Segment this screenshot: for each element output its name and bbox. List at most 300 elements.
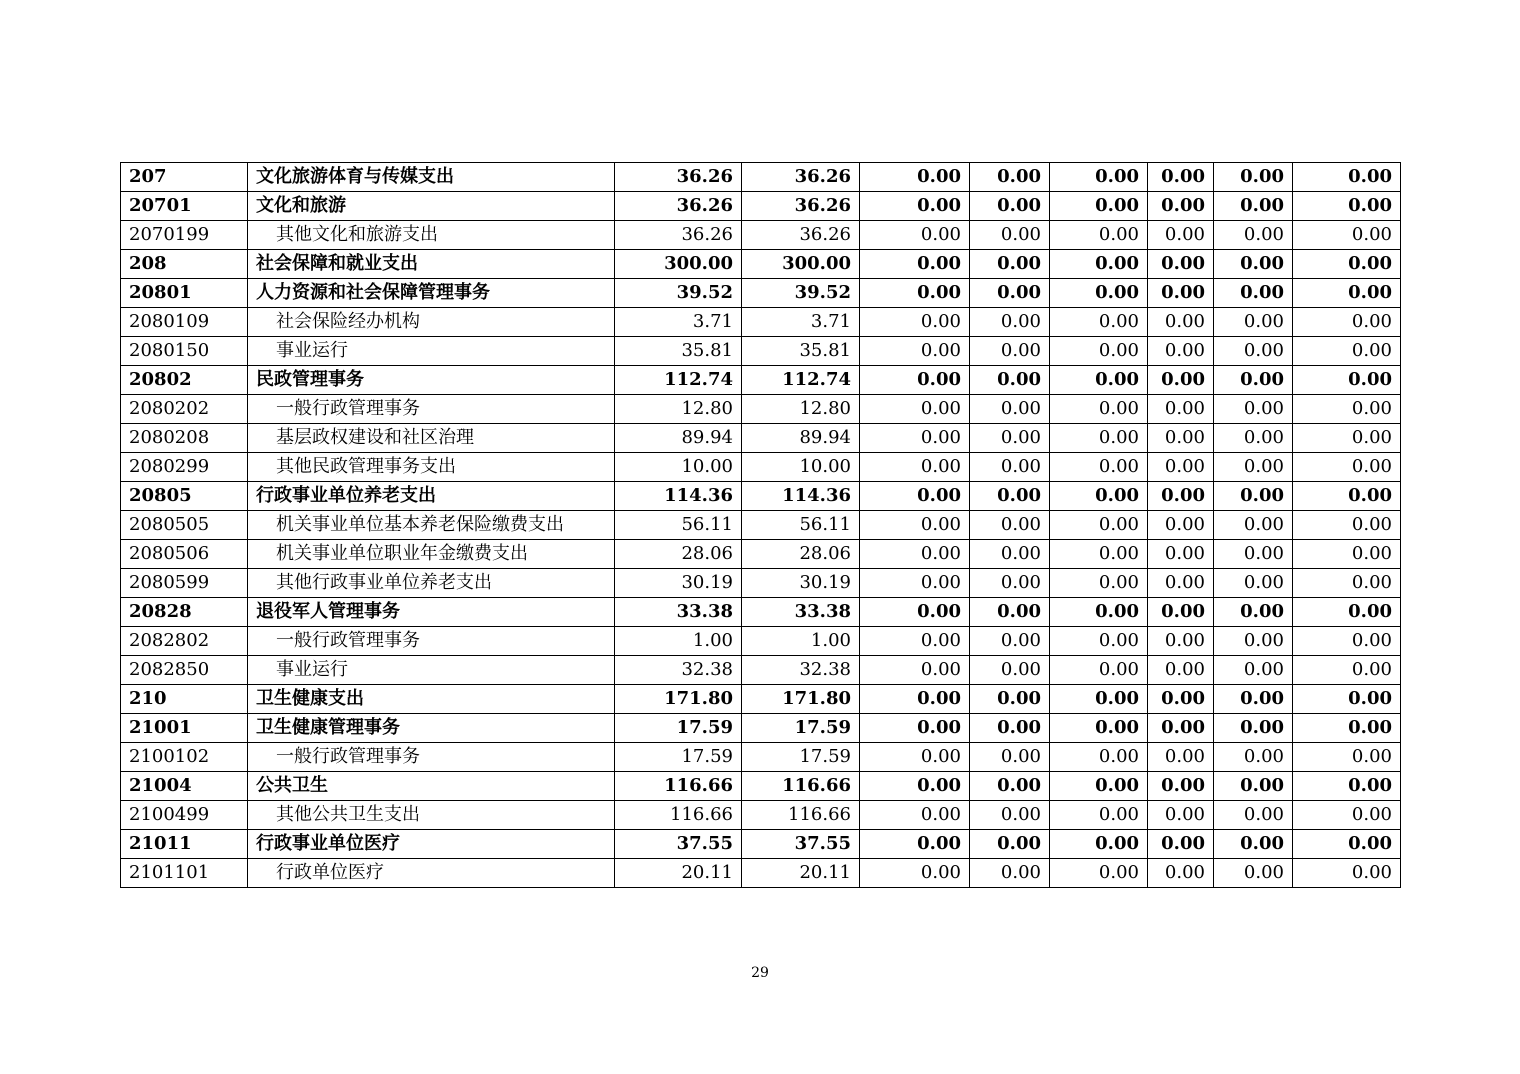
amount-cell-1: 36.26	[615, 221, 742, 250]
amount-cell-1: 300.00	[615, 250, 742, 279]
amount-cell-7: 0.00	[1214, 627, 1293, 656]
function-code-cell: 2080109	[121, 308, 248, 337]
function-name-cell	[248, 308, 615, 337]
amount-cell-8: 0.00	[1293, 685, 1401, 714]
amount-cell-6: 0.00	[1148, 395, 1214, 424]
function-code-cell: 2100499	[121, 801, 248, 830]
budget-table	[120, 162, 1401, 888]
function-code-cell: 2100102	[121, 743, 248, 772]
amount-cell-4: 0.00	[970, 627, 1050, 656]
amount-cell-7: 0.00	[1214, 685, 1293, 714]
amount-cell-6: 0.00	[1148, 192, 1214, 221]
function-name-text: 其他行政事业单位养老支出	[276, 572, 492, 593]
amount-cell-1: 56.11	[615, 511, 742, 540]
amount-cell-8: 0.00	[1293, 424, 1401, 453]
function-name-cell	[248, 859, 615, 888]
function-code-cell: 208	[121, 250, 248, 279]
table-row	[121, 163, 1401, 192]
amount-cell-4: 0.00	[970, 453, 1050, 482]
amount-cell-5: 0.00	[1050, 627, 1148, 656]
amount-cell-8: 0.00	[1293, 453, 1401, 482]
amount-cell-4: 0.00	[970, 801, 1050, 830]
function-name-cell	[248, 192, 615, 221]
amount-cell-6: 0.00	[1148, 830, 1214, 859]
amount-cell-7: 0.00	[1214, 656, 1293, 685]
table-row	[121, 598, 1401, 627]
amount-cell-1: 12.80	[615, 395, 742, 424]
amount-cell-5: 0.00	[1050, 453, 1148, 482]
amount-cell-1: 30.19	[615, 569, 742, 598]
function-name-text: 事业运行	[276, 340, 348, 361]
amount-cell-3: 0.00	[860, 830, 970, 859]
table-row	[121, 859, 1401, 888]
amount-cell-4: 0.00	[970, 859, 1050, 888]
amount-cell-5: 0.00	[1050, 569, 1148, 598]
amount-cell-6: 0.00	[1148, 743, 1214, 772]
function-name-cell	[248, 830, 615, 859]
amount-cell-6: 0.00	[1148, 221, 1214, 250]
table-row	[121, 772, 1401, 801]
amount-cell-1: 32.38	[615, 656, 742, 685]
amount-cell-5: 0.00	[1050, 424, 1148, 453]
table-row	[121, 250, 1401, 279]
amount-cell-1: 171.80	[615, 685, 742, 714]
amount-cell-4: 0.00	[970, 685, 1050, 714]
amount-cell-7: 0.00	[1214, 830, 1293, 859]
amount-cell-5: 0.00	[1050, 250, 1148, 279]
function-code-cell: 20828	[121, 598, 248, 627]
function-name-text: 其他文化和旅游支出	[276, 224, 438, 245]
function-name-cell	[248, 250, 615, 279]
amount-cell-3: 0.00	[860, 424, 970, 453]
amount-cell-4: 0.00	[970, 192, 1050, 221]
amount-cell-5: 0.00	[1050, 598, 1148, 627]
amount-cell-6: 0.00	[1148, 569, 1214, 598]
amount-cell-6: 0.00	[1148, 627, 1214, 656]
amount-cell-3: 0.00	[860, 743, 970, 772]
function-code-cell: 2080506	[121, 540, 248, 569]
amount-cell-2: 112.74	[742, 366, 860, 395]
function-name-cell	[248, 453, 615, 482]
function-name-text: 事业运行	[276, 659, 348, 680]
amount-cell-6: 0.00	[1148, 453, 1214, 482]
table-row	[121, 279, 1401, 308]
function-name-text: 其他公共卫生支出	[276, 804, 420, 825]
amount-cell-5: 0.00	[1050, 192, 1148, 221]
amount-cell-7: 0.00	[1214, 453, 1293, 482]
amount-cell-4: 0.00	[970, 656, 1050, 685]
amount-cell-5: 0.00	[1050, 279, 1148, 308]
amount-cell-6: 0.00	[1148, 772, 1214, 801]
amount-cell-7: 0.00	[1214, 221, 1293, 250]
amount-cell-8: 0.00	[1293, 830, 1401, 859]
function-code-cell: 2082850	[121, 656, 248, 685]
amount-cell-2: 116.66	[742, 772, 860, 801]
function-name-text: 基层政权建设和社区治理	[276, 427, 474, 448]
page-number: 29	[751, 965, 769, 981]
amount-cell-3: 0.00	[860, 714, 970, 743]
amount-cell-5: 0.00	[1050, 308, 1148, 337]
amount-cell-8: 0.00	[1293, 250, 1401, 279]
amount-cell-2: 35.81	[742, 337, 860, 366]
amount-cell-1: 35.81	[615, 337, 742, 366]
table-row	[121, 308, 1401, 337]
amount-cell-5: 0.00	[1050, 337, 1148, 366]
table-row	[121, 221, 1401, 250]
amount-cell-1: 114.36	[615, 482, 742, 511]
amount-cell-5: 0.00	[1050, 656, 1148, 685]
amount-cell-1: 17.59	[615, 743, 742, 772]
table-body	[121, 163, 1401, 888]
amount-cell-2: 171.80	[742, 685, 860, 714]
function-name-text: 公共卫生	[256, 775, 328, 796]
amount-cell-6: 0.00	[1148, 337, 1214, 366]
amount-cell-1: 33.38	[615, 598, 742, 627]
amount-cell-3: 0.00	[860, 453, 970, 482]
amount-cell-8: 0.00	[1293, 192, 1401, 221]
function-name-text: 文化旅游体育与传媒支出	[256, 166, 454, 187]
table-row	[121, 714, 1401, 743]
amount-cell-7: 0.00	[1214, 569, 1293, 598]
amount-cell-4: 0.00	[970, 598, 1050, 627]
amount-cell-2: 17.59	[742, 714, 860, 743]
function-name-text: 文化和旅游	[256, 195, 346, 216]
amount-cell-7: 0.00	[1214, 424, 1293, 453]
amount-cell-5: 0.00	[1050, 743, 1148, 772]
function-name-cell	[248, 424, 615, 453]
function-name-text: 机关事业单位基本养老保险缴费支出	[276, 514, 564, 535]
function-code-cell: 2080599	[121, 569, 248, 598]
function-name-cell	[248, 569, 615, 598]
amount-cell-3: 0.00	[860, 540, 970, 569]
amount-cell-4: 0.00	[970, 424, 1050, 453]
table-row	[121, 453, 1401, 482]
amount-cell-2: 20.11	[742, 859, 860, 888]
amount-cell-8: 0.00	[1293, 801, 1401, 830]
amount-cell-6: 0.00	[1148, 424, 1214, 453]
function-code-cell: 2080299	[121, 453, 248, 482]
amount-cell-6: 0.00	[1148, 801, 1214, 830]
table-row	[121, 569, 1401, 598]
amount-cell-8: 0.00	[1293, 714, 1401, 743]
amount-cell-1: 28.06	[615, 540, 742, 569]
table-row	[121, 685, 1401, 714]
function-name-cell	[248, 772, 615, 801]
amount-cell-3: 0.00	[860, 250, 970, 279]
amount-cell-2: 17.59	[742, 743, 860, 772]
function-name-cell	[248, 163, 615, 192]
amount-cell-5: 0.00	[1050, 859, 1148, 888]
amount-cell-7: 0.00	[1214, 598, 1293, 627]
amount-cell-1: 36.26	[615, 163, 742, 192]
function-name-cell	[248, 743, 615, 772]
amount-cell-5: 0.00	[1050, 511, 1148, 540]
amount-cell-6: 0.00	[1148, 540, 1214, 569]
amount-cell-2: 36.26	[742, 192, 860, 221]
function-name-cell	[248, 221, 615, 250]
function-code-cell: 21001	[121, 714, 248, 743]
amount-cell-4: 0.00	[970, 511, 1050, 540]
function-name-cell	[248, 482, 615, 511]
table-row	[121, 511, 1401, 540]
amount-cell-4: 0.00	[970, 308, 1050, 337]
amount-cell-2: 12.80	[742, 395, 860, 424]
amount-cell-5: 0.00	[1050, 540, 1148, 569]
function-name-text: 人力资源和社会保障管理事务	[256, 282, 490, 303]
amount-cell-3: 0.00	[860, 366, 970, 395]
amount-cell-7: 0.00	[1214, 366, 1293, 395]
amount-cell-5: 0.00	[1050, 772, 1148, 801]
amount-cell-6: 0.00	[1148, 859, 1214, 888]
amount-cell-1: 112.74	[615, 366, 742, 395]
amount-cell-4: 0.00	[970, 830, 1050, 859]
table-row	[121, 830, 1401, 859]
amount-cell-3: 0.00	[860, 337, 970, 366]
amount-cell-4: 0.00	[970, 163, 1050, 192]
amount-cell-8: 0.00	[1293, 656, 1401, 685]
table-row	[121, 743, 1401, 772]
amount-cell-5: 0.00	[1050, 714, 1148, 743]
function-name-cell	[248, 337, 615, 366]
amount-cell-4: 0.00	[970, 279, 1050, 308]
amount-cell-3: 0.00	[860, 163, 970, 192]
function-code-cell: 2082802	[121, 627, 248, 656]
amount-cell-4: 0.00	[970, 743, 1050, 772]
amount-cell-7: 0.00	[1214, 714, 1293, 743]
table-row	[121, 424, 1401, 453]
function-name-cell	[248, 714, 615, 743]
amount-cell-4: 0.00	[970, 366, 1050, 395]
amount-cell-7: 0.00	[1214, 337, 1293, 366]
amount-cell-4: 0.00	[970, 221, 1050, 250]
amount-cell-5: 0.00	[1050, 395, 1148, 424]
table-row	[121, 366, 1401, 395]
amount-cell-6: 0.00	[1148, 482, 1214, 511]
amount-cell-7: 0.00	[1214, 540, 1293, 569]
function-code-cell: 2101101	[121, 859, 248, 888]
amount-cell-7: 0.00	[1214, 250, 1293, 279]
function-name-cell	[248, 598, 615, 627]
function-code-cell: 21004	[121, 772, 248, 801]
amount-cell-6: 0.00	[1148, 163, 1214, 192]
amount-cell-2: 10.00	[742, 453, 860, 482]
amount-cell-3: 0.00	[860, 395, 970, 424]
amount-cell-1: 20.11	[615, 859, 742, 888]
function-name-cell	[248, 395, 615, 424]
function-name-text: 行政事业单位养老支出	[256, 485, 436, 506]
table-row	[121, 192, 1401, 221]
amount-cell-1: 36.26	[615, 192, 742, 221]
amount-cell-2: 56.11	[742, 511, 860, 540]
amount-cell-1: 116.66	[615, 772, 742, 801]
amount-cell-3: 0.00	[860, 859, 970, 888]
amount-cell-6: 0.00	[1148, 598, 1214, 627]
amount-cell-5: 0.00	[1050, 830, 1148, 859]
amount-cell-3: 0.00	[860, 221, 970, 250]
amount-cell-8: 0.00	[1293, 482, 1401, 511]
amount-cell-5: 0.00	[1050, 366, 1148, 395]
amount-cell-3: 0.00	[860, 279, 970, 308]
amount-cell-8: 0.00	[1293, 366, 1401, 395]
amount-cell-7: 0.00	[1214, 308, 1293, 337]
amount-cell-8: 0.00	[1293, 163, 1401, 192]
amount-cell-5: 0.00	[1050, 482, 1148, 511]
function-name-cell	[248, 540, 615, 569]
amount-cell-3: 0.00	[860, 685, 970, 714]
amount-cell-7: 0.00	[1214, 511, 1293, 540]
amount-cell-7: 0.00	[1214, 163, 1293, 192]
function-code-cell: 20801	[121, 279, 248, 308]
amount-cell-2: 300.00	[742, 250, 860, 279]
function-name-text: 其他民政管理事务支出	[276, 456, 456, 477]
amount-cell-6: 0.00	[1148, 714, 1214, 743]
amount-cell-8: 0.00	[1293, 772, 1401, 801]
table-row	[121, 656, 1401, 685]
function-name-cell	[248, 366, 615, 395]
amount-cell-8: 0.00	[1293, 308, 1401, 337]
amount-cell-2: 36.26	[742, 163, 860, 192]
amount-cell-8: 0.00	[1293, 337, 1401, 366]
function-code-cell: 2080505	[121, 511, 248, 540]
amount-cell-1: 1.00	[615, 627, 742, 656]
amount-cell-6: 0.00	[1148, 279, 1214, 308]
amount-cell-5: 0.00	[1050, 801, 1148, 830]
function-name-text: 一般行政管理事务	[276, 398, 420, 419]
amount-cell-7: 0.00	[1214, 192, 1293, 221]
amount-cell-6: 0.00	[1148, 511, 1214, 540]
amount-cell-3: 0.00	[860, 482, 970, 511]
function-name-text: 机关事业单位职业年金缴费支出	[276, 543, 528, 564]
amount-cell-2: 114.36	[742, 482, 860, 511]
amount-cell-1: 17.59	[615, 714, 742, 743]
table-row	[121, 482, 1401, 511]
amount-cell-4: 0.00	[970, 772, 1050, 801]
amount-cell-1: 89.94	[615, 424, 742, 453]
amount-cell-8: 0.00	[1293, 569, 1401, 598]
amount-cell-4: 0.00	[970, 714, 1050, 743]
amount-cell-8: 0.00	[1293, 743, 1401, 772]
function-name-text: 一般行政管理事务	[276, 630, 420, 651]
function-code-cell: 207	[121, 163, 248, 192]
function-name-text: 卫生健康支出	[256, 688, 364, 709]
table-row	[121, 801, 1401, 830]
amount-cell-1: 10.00	[615, 453, 742, 482]
amount-cell-1: 39.52	[615, 279, 742, 308]
function-name-text: 民政管理事务	[256, 369, 364, 390]
function-code-cell: 2080208	[121, 424, 248, 453]
amount-cell-3: 0.00	[860, 569, 970, 598]
amount-cell-8: 0.00	[1293, 859, 1401, 888]
function-name-text: 一般行政管理事务	[276, 746, 420, 767]
function-code-cell: 2080150	[121, 337, 248, 366]
function-name-cell	[248, 656, 615, 685]
amount-cell-3: 0.00	[860, 598, 970, 627]
amount-cell-8: 0.00	[1293, 279, 1401, 308]
amount-cell-5: 0.00	[1050, 221, 1148, 250]
amount-cell-6: 0.00	[1148, 656, 1214, 685]
amount-cell-6: 0.00	[1148, 250, 1214, 279]
function-name-text: 行政单位医疗	[276, 862, 384, 883]
amount-cell-2: 33.38	[742, 598, 860, 627]
function-name-text: 社会保障和就业支出	[256, 253, 418, 274]
amount-cell-3: 0.00	[860, 308, 970, 337]
function-name-text: 行政事业单位医疗	[256, 833, 400, 854]
table-row	[121, 337, 1401, 366]
amount-cell-7: 0.00	[1214, 859, 1293, 888]
amount-cell-2: 32.38	[742, 656, 860, 685]
table-row	[121, 627, 1401, 656]
amount-cell-6: 0.00	[1148, 685, 1214, 714]
amount-cell-6: 0.00	[1148, 308, 1214, 337]
amount-cell-8: 0.00	[1293, 395, 1401, 424]
amount-cell-3: 0.00	[860, 801, 970, 830]
amount-cell-4: 0.00	[970, 482, 1050, 511]
amount-cell-3: 0.00	[860, 192, 970, 221]
function-code-cell: 210	[121, 685, 248, 714]
amount-cell-6: 0.00	[1148, 366, 1214, 395]
amount-cell-3: 0.00	[860, 772, 970, 801]
amount-cell-2: 28.06	[742, 540, 860, 569]
table-row	[121, 540, 1401, 569]
amount-cell-2: 3.71	[742, 308, 860, 337]
amount-cell-2: 1.00	[742, 627, 860, 656]
amount-cell-2: 36.26	[742, 221, 860, 250]
amount-cell-4: 0.00	[970, 569, 1050, 598]
amount-cell-5: 0.00	[1050, 685, 1148, 714]
function-code-cell: 21011	[121, 830, 248, 859]
amount-cell-8: 0.00	[1293, 540, 1401, 569]
amount-cell-8: 0.00	[1293, 627, 1401, 656]
amount-cell-3: 0.00	[860, 511, 970, 540]
amount-cell-1: 116.66	[615, 801, 742, 830]
amount-cell-2: 116.66	[742, 801, 860, 830]
function-name-cell	[248, 801, 615, 830]
amount-cell-4: 0.00	[970, 337, 1050, 366]
amount-cell-1: 37.55	[615, 830, 742, 859]
amount-cell-4: 0.00	[970, 250, 1050, 279]
amount-cell-2: 37.55	[742, 830, 860, 859]
amount-cell-8: 0.00	[1293, 598, 1401, 627]
amount-cell-7: 0.00	[1214, 772, 1293, 801]
function-name-cell	[248, 279, 615, 308]
amount-cell-3: 0.00	[860, 627, 970, 656]
amount-cell-7: 0.00	[1214, 801, 1293, 830]
amount-cell-1: 3.71	[615, 308, 742, 337]
amount-cell-5: 0.00	[1050, 163, 1148, 192]
function-code-cell: 20701	[121, 192, 248, 221]
amount-cell-2: 30.19	[742, 569, 860, 598]
function-name-cell	[248, 685, 615, 714]
amount-cell-7: 0.00	[1214, 279, 1293, 308]
amount-cell-3: 0.00	[860, 656, 970, 685]
function-code-cell: 2080202	[121, 395, 248, 424]
amount-cell-7: 0.00	[1214, 743, 1293, 772]
amount-cell-2: 89.94	[742, 424, 860, 453]
function-name-cell	[248, 511, 615, 540]
function-name-text: 卫生健康管理事务	[256, 717, 400, 738]
function-name-cell	[248, 627, 615, 656]
amount-cell-2: 39.52	[742, 279, 860, 308]
amount-cell-4: 0.00	[970, 395, 1050, 424]
function-code-cell: 2070199	[121, 221, 248, 250]
amount-cell-8: 0.00	[1293, 511, 1401, 540]
function-code-cell: 20805	[121, 482, 248, 511]
table-row	[121, 395, 1401, 424]
amount-cell-7: 0.00	[1214, 395, 1293, 424]
function-name-text: 社会保险经办机构	[276, 311, 420, 332]
function-code-cell: 20802	[121, 366, 248, 395]
amount-cell-7: 0.00	[1214, 482, 1293, 511]
